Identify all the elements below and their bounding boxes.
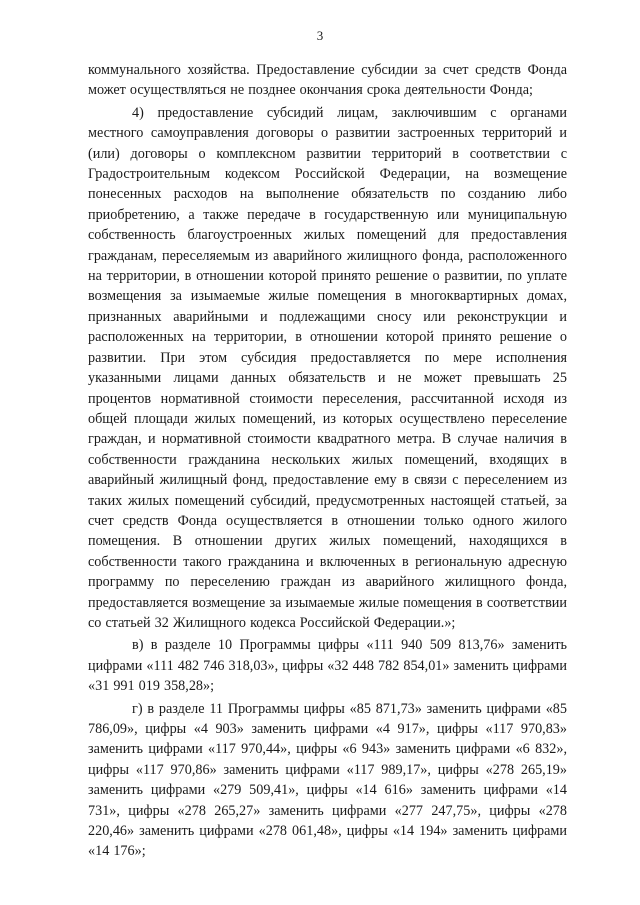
document-body	[88, 60, 567, 862]
paragraph-item-4: 4) предоставление субсидий лицам, заключившим с органами местного самоуправления договоры о развитии застроенных территорий и (или) договоры о комплексном развитии территорий в соответствии с Градостроительным кодексом Российской Федерации, на возмещение понесенных расходов на выполнение обязательств по созданию либо приобретению, а также передаче в государственную или муниципальную собственность благоустроенных жилых помещений для предоставления гражданам, переселяемым из аварийного жилищного фонда, расположенного на территории, в отношении которой принято решение о развитии, по уплате возмещения за изымаемые жилые помещения в многоквартирных домах, признанных аварийными и подлежащими сносу или реконструкции и расположенных на территории, в отношении которой принято решение о развитии. При этом субсидия предоставляется по мере исполнения указанными лицами данных обязательств и не может превышать 25 процентов нормативной стоимости переселения, рассчитанной исходя из общей площади жилых помещений, из которых осуществлено переселение граждан, и нормативной стоимости квадратного метра. В случае наличия в собственности гражданина нескольких жилых помещений, входящих в аварийный жилищный фонд, предоставление ему в связи с переселением из таких жилых помещений субсидий, предусмотренных настоящей статьей, за счет средств Фонда осуществляется в отношении только одного жилого помещения. В отношении других жилых помещений, находящихся в собственности такого гражданина и включенных в региональную адресную программу по переселению граждан из аварийного жилищного фонда, предоставляется возмещение за изымаемые жилые помещения в соответствии со статьей 32 Жилищного кодекса Российской Федерации.»;	[88, 104, 567, 631]
page-number: 3	[316, 28, 324, 43]
paragraph-item-g: г) в разделе 11 Программы цифры «85 871,73» заменить цифрами «85 786,09», цифры «4 903» заменить цифрами «4 917», цифры «117 970,83» заменить цифрами «117 970,44», цифры «6 943» заменить цифрами «6 832», цифры «117 970,86» заменить цифрами «117 989,17», цифры «278 265,19» заменить цифрами «279 509,41», цифры «14 616» заменить цифрами «14 731», цифры «278 265,27» заменить цифрами «277 247,75», цифры «278 220,46» заменить цифрами «278 061,48», цифры «14 194» заменить цифрами «14 176»;	[88, 700, 567, 860]
paragraph-item-v: в) в разделе 10 Программы цифры «111 940 509 813,76» заменить цифрами «111 482 746 318,03», цифры «32 448 782 854,01» заменить цифрами «31 991 019 358,28»;	[88, 637, 567, 695]
paragraph-continuation: коммунального хозяйства. Предоставление субсидии за счет средств Фонда может осуществляться не позднее окончания срока деятельности Фонда;	[88, 62, 567, 99]
